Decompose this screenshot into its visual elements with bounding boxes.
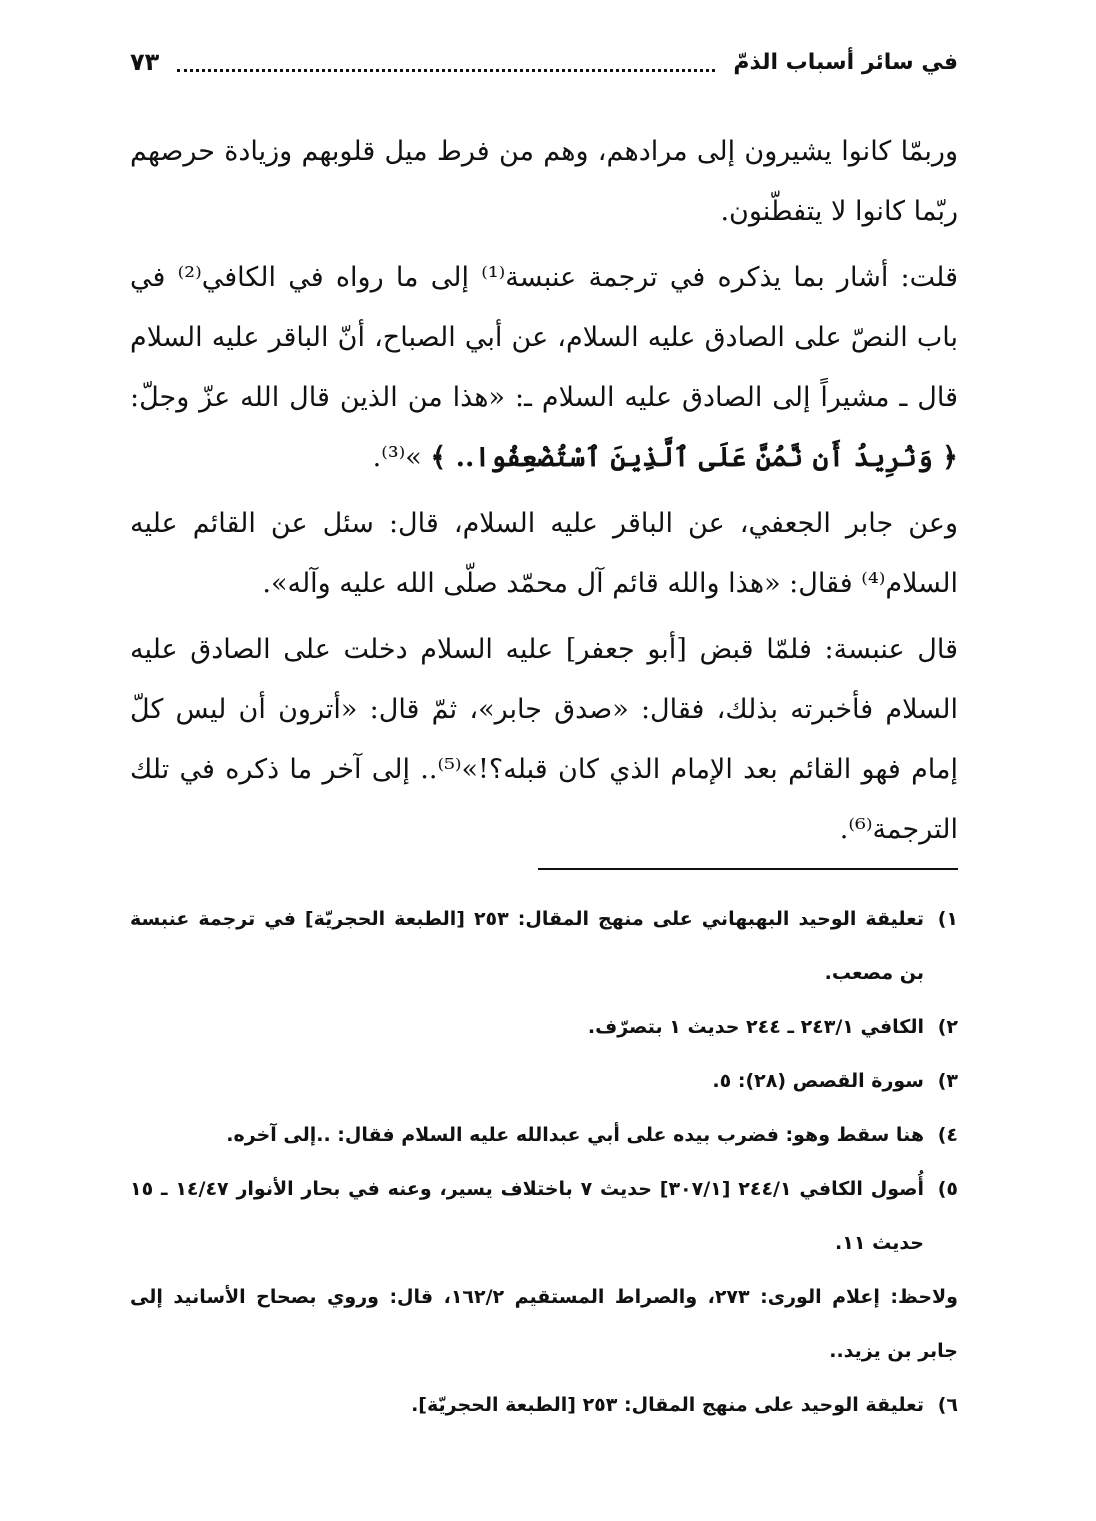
main-text [130,122,958,866]
footnote-text: تعليقة الوحيد على منهج المقال: ٢٥٣ [الطبعة الحجريّة]. [411,1394,924,1416]
paragraph-1: وربمّا كانوا يشيرون إلى مرادهم، وهم من فرط ميل قلوبهم وزيادة حرصهم ربّما كانوا لا يتفطّنون. [130,136,958,227]
footnote-5 [130,1162,958,1270]
footnote-1 [130,892,958,1000]
footnote-number: ٢) [937,1016,958,1038]
footnote-number: ٦) [937,1394,958,1416]
footnote-text: هنا سقط وهو: فضرب بيده على أبي عبدالله عليه السلام فقال: ..إلى آخره. [226,1124,924,1146]
footnote-4 [130,1108,958,1162]
footnote-6 [130,1378,958,1432]
paragraph-2-end: »⁽³⁾. [372,442,422,473]
footnote-text: الكافي ٢٤٣/١ ـ ٢٤٤ حديث ١ بتصرّف. [587,1016,924,1038]
footnote-number: ٥) [937,1178,958,1200]
chapter-title: في سائر أسباب الذمّ [733,49,958,75]
paragraph-2-start: قلت: أشار بما يذكره في ترجمة عنبسة⁽¹⁾ إلى ما رواه في الكافي⁽²⁾ في باب النصّ على الصادق عليه السلام، عن أبي الصباح، أنّ الباقر عليه السلام قال ـ مشيراً إلى الصادق عليه السلام ـ: «هذا من الذين قال الله عزّ وجلّ: [130,262,959,413]
paragraph-4: قال عنبسة: فلمّا قبض [أبو جعفر] عليه السلام دخلت على الصادق عليه السلام فأخبرته بذلك، فقال: «صدق جابر»، ثمّ قال: «أترون أن ليس كلّ إمام فهو القائم بعد الإمام الذي كان قبله؟!»⁽⁵⁾.. إلى آخر ما ذكره في تلك الترجمة⁽⁶⁾. [130,634,958,845]
footnote-separator [538,868,958,870]
footnotes [130,892,958,1432]
running-header [130,42,958,82]
footnote-number: ١) [937,908,958,930]
footnote-number: ٣) [937,1070,958,1092]
header-dot-leader [177,69,715,72]
footnote-text: ولاحظ: إعلام الورى: ٢٧٣، والصراط المستقيم ١٦٢/٢، قال: وروي بصحاح الأسانيد إلى جابر بن يزيد.. [130,1286,958,1362]
paragraph-2 [130,248,958,488]
footnote-5-note [130,1270,958,1378]
footnote-2 [130,1000,958,1054]
footnote-3 [130,1054,958,1108]
footnote-text: سورة القصص (٢٨): ٥. [712,1070,924,1092]
footnote-text: أُصول الكافي ٢٤٤/١ [٣٠٧/١] حديث ٧ باختلاف يسير، وعنه في بحار الأنوار ١٤/٤٧ ـ ١٥ حديث ١١. [130,1178,924,1254]
quran-verse: ﴿ وَنُرِيدُ أَن نَّمُنَّ عَلَى ٱلَّذِينَ ٱسْتُضْعِفُوا.. ﴾ [430,442,958,473]
paragraph-3: وعن جابر الجعفي، عن الباقر عليه السلام، قال: سئل عن القائم عليه السلام⁽⁴⁾ فقال: «هذا والله قائم آل محمّد صلّى الله عليه وآله». [130,508,958,599]
page-number: ٧٣ [130,48,160,76]
footnote-text: تعليقة الوحيد البهبهاني على منهج المقال: ٢٥٣ [الطبعة الحجريّة] في ترجمة عنبسة بن مصعب. [130,908,924,984]
footnote-number: ٤) [937,1124,958,1146]
